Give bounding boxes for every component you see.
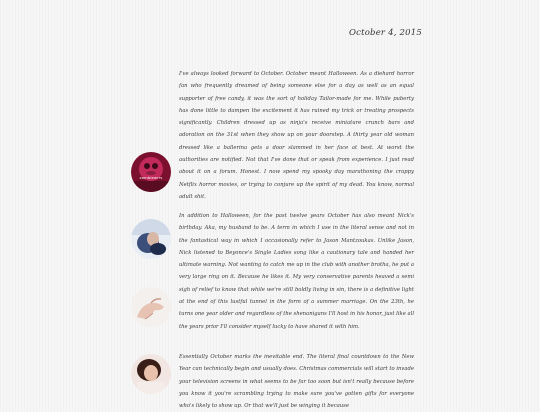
post-date: October 4, 2015 xyxy=(349,28,422,38)
avatar-woman[interactable] xyxy=(131,354,171,394)
portrait-avatar-icon xyxy=(131,219,171,259)
avatar-hand[interactable] xyxy=(131,287,171,327)
avatar-zombie-label: zombiewrrs xyxy=(139,175,163,180)
post-paragraph-1: I've always looked forward to October. October meant Halloween. As a diehard horror fan who frequently dreamed of being someone else for a day as well as an equal supporter of free candy, it was the sort of holiday Tailor-made for me. While puberty has done little to dampen the excitement it has ruined my trick or treating prospects significantly. Children dressed up as ninja's receive miniature crunch bars and adoration on the 31st when they show up on your doorstep. A thirty year old woman dressed like a ballerina gets a door slammed in her face at best. At worst the authorities are notified. Not that I've done that or speak from experience. I just read about it on a forum. Honest. I now spend my spooky day marathoning the crappy Netflix horror movies, or trying to conjure up the spirit of my dead. You know, normal adult shit. xyxy=(179,71,414,200)
avatar-blue-portrait[interactable] xyxy=(131,219,171,259)
avatar-zombie[interactable] xyxy=(131,152,171,192)
zombie-avatar-icon xyxy=(131,152,171,192)
post-paragraph-3: Essentially October marks the inevitable end. The literal final countdown to the New Year can technically begin and usually does. Christmas commercials will start to invade your television screens in what seems to be far too soon but isn't really because before you know it you're scrambling trying to make sure you've gotten gifts for everyone who's likely to show up. Or that we'll just be winging it because xyxy=(179,354,414,410)
hand-avatar-icon xyxy=(131,287,171,327)
post-paragraph-2: In addition to Halloween, for the past twelve years October has also meant Nick's birthday. Aka, my husband to be. A term in which I use in the literal sense and not in the fantastical way in which I occasionally refer to Jason Mantzoukas. Unlike Jason, Nick listened to Beyonce's Single Ladies song like a cautionary tale and handed her ultimate warning. Not wanting to catch me up in the club with another brotha, he put a very large ring on it. Because he likes it. My very conservative parents heaved a semi sigh of relief to know that while we're still boldly living in sin, there is a definitive light at the end of this lustful tunnel in the form of a summer marriage. On the 23th, he turns one year older and regardless of the shenanigans I'll host in his honor, just like all the years prior I'll consider myself lucky to have shared it with him. xyxy=(179,213,414,330)
woman-avatar-icon xyxy=(131,354,171,394)
